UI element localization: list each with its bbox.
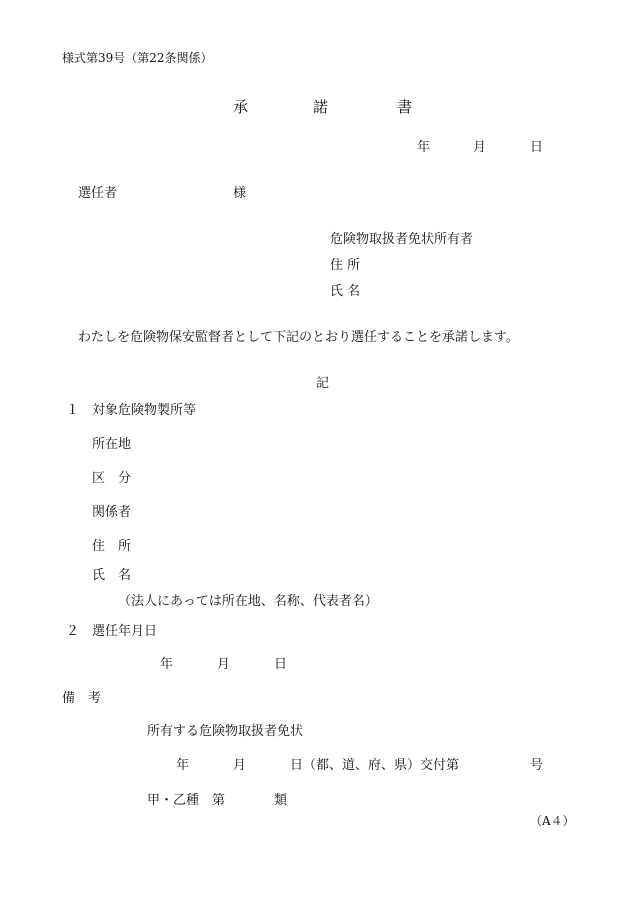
section-1-heading: 対象危険物製所等 (92, 403, 197, 418)
ki-heading: 記 (316, 376, 330, 391)
date-day-label: 日 (530, 140, 544, 155)
addressee-label: 選任者 (78, 186, 118, 201)
addressee-honorific: 様 (233, 186, 247, 201)
license-month-label: 月 (233, 758, 247, 773)
date-month-label: 月 (473, 140, 487, 155)
license-issued-label: 日（都、道、府、県）交付第 (290, 758, 460, 773)
related-party-label: 関係者 (92, 505, 132, 520)
consent-statement: わたしを危険物保安監督者として下記のとおり選任することを承諾します。 (78, 330, 519, 345)
sender-name-label: 氏 名 (330, 284, 361, 299)
corporation-note: （法人にあっては所在地、名称、代表者名） (118, 594, 378, 609)
sender-address-label: 住 所 (330, 258, 361, 273)
section-2-number: ２ (66, 624, 80, 639)
sender-role: 危険物取扱者免状所有者 (330, 232, 474, 247)
section-2-heading: 選任年月日 (92, 624, 158, 639)
date-year-label: 年 (417, 140, 431, 155)
license-held-label: 所有する危険物取扱者免状 (147, 724, 304, 739)
license-class-label: 甲・乙種 第 (147, 793, 226, 808)
remarks-label: 備 考 (62, 691, 102, 706)
appointment-day-label: 日 (274, 657, 288, 672)
appointment-year-label: 年 (160, 657, 174, 672)
title-char-3: 書 (397, 98, 413, 116)
form-number: 様式第39号（第22条関係） (62, 51, 213, 65)
license-class-suffix: 類 (274, 793, 288, 808)
related-address-label: 住 所 (92, 539, 132, 554)
license-number-suffix: 号 (530, 758, 544, 773)
title-char-2: 諾 (313, 98, 329, 116)
section-1-number: １ (66, 403, 80, 418)
license-year-label: 年 (176, 758, 190, 773)
paper-size-note: （A４） (530, 814, 575, 828)
appointment-month-label: 月 (217, 657, 231, 672)
title-char-1: 承 (233, 98, 249, 116)
category-label: 区 分 (92, 471, 132, 486)
location-label: 所在地 (92, 437, 132, 452)
related-name-label: 氏 名 (92, 568, 132, 583)
